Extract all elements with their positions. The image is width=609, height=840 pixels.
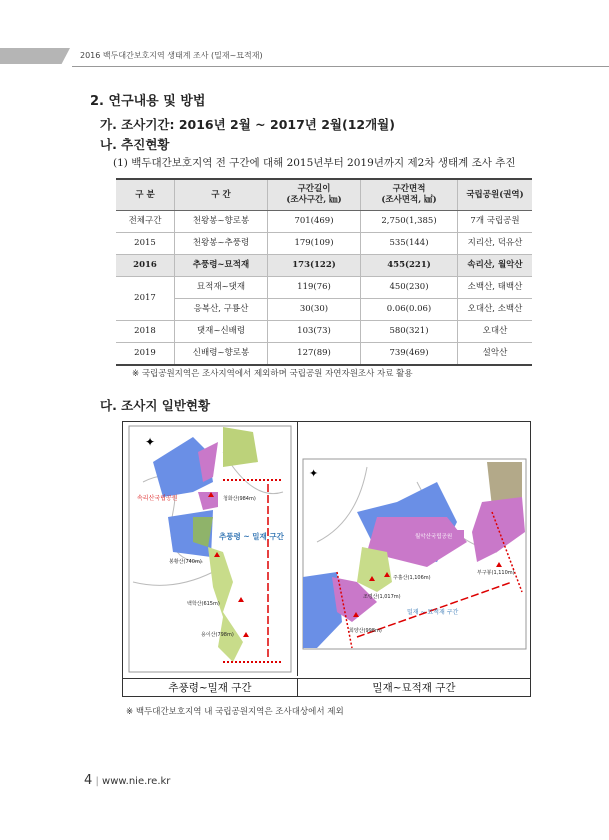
table-cell: 701(469) — [268, 211, 361, 233]
right-map — [297, 422, 530, 676]
table-cell: 2015 — [116, 233, 175, 255]
table-cell: 오대산 — [458, 321, 533, 343]
page-footer — [84, 773, 170, 789]
header-rule — [72, 66, 609, 67]
table-cell: 설악산 — [458, 343, 533, 366]
table-cell: 오대산, 소백산 — [458, 299, 533, 321]
table-row — [116, 211, 532, 233]
table-cell: 30(30) — [268, 299, 361, 321]
park-label: 속리산국립공원 — [137, 495, 178, 502]
peak-label: 용이산(798m) — [201, 632, 234, 638]
table-cell: 신배령~향로봉 — [175, 343, 268, 366]
table-cell: 천왕봉~향로봉 — [175, 211, 268, 233]
table-cell: 450(230) — [361, 277, 458, 299]
peak-label: 백학산(615m) — [187, 601, 220, 607]
site-link[interactable]: www.nie.re.kr — [102, 776, 171, 787]
right-map-caption: 밀재~묘적재 구간 — [298, 678, 530, 697]
peak-label: 부구봉(1,110m) — [477, 570, 515, 576]
peak-label: 봉황산(740m) — [169, 559, 202, 565]
section-title: 2. 연구내용 및 방법 — [90, 94, 206, 109]
table-note: ※ 국립공원지역은 조사지역에서 제외하며 국립공원 자연자원조사 자료 활용 — [132, 369, 413, 379]
footer-divider: | — [95, 776, 99, 787]
progress-item: (1) 백두대간보호지역 전 구간에 대해 2015년부터 2019년까지 제2차 생태계 조사 추진 — [113, 157, 516, 169]
table-cell: 지리산, 덕유산 — [458, 233, 533, 255]
right-map-graphic — [297, 422, 530, 676]
table-cell: 전체구간 — [116, 211, 175, 233]
header-tab-decoration — [0, 48, 70, 64]
table-cell: 2,750(1,385) — [361, 211, 458, 233]
table-cell: 7개 국립공원 — [458, 211, 533, 233]
table-cell: 173(122) — [268, 255, 361, 277]
left-map-graphic — [123, 422, 297, 676]
table-cell: 2019 — [116, 343, 175, 366]
compass-icon: ✦ — [309, 467, 319, 480]
peak-label: 조령산(1,017m) — [363, 594, 401, 600]
col-header: 구간길이 (조사구간, ㎞) — [268, 179, 361, 211]
table-cell: 179(109) — [268, 233, 361, 255]
table-cell: 455(221) — [361, 255, 458, 277]
table-cell: 119(76) — [268, 277, 361, 299]
table-cell: 2017 — [116, 277, 175, 321]
col-header: 구 분 — [116, 179, 175, 211]
table-row — [116, 255, 532, 277]
table-row — [116, 299, 532, 321]
running-title: 2016 백두대간보호지역 생태계 조사 (밀재~묘적재) — [80, 51, 263, 60]
table-cell: 추풍령~묘적재 — [175, 255, 268, 277]
col-header: 구간면적 (조사면적, ㎢) — [361, 179, 458, 211]
section-label: 밀재 ~ 묘적재 구간 — [407, 609, 459, 616]
survey-table — [116, 178, 532, 366]
left-map — [123, 422, 298, 676]
table-cell: 580(321) — [361, 321, 458, 343]
table-cell: 소백산, 태백산 — [458, 277, 533, 299]
park-label: 월악산국립공원 — [415, 534, 453, 540]
compass-icon: ✦ — [145, 435, 156, 449]
table-row — [116, 343, 532, 366]
table-cell: 2016 — [116, 255, 175, 277]
map-figure — [122, 421, 531, 697]
section-label: 추풍령 ~ 밀재 구간 — [219, 532, 284, 541]
table-cell: 천왕봉~추풍령 — [175, 233, 268, 255]
table-row — [116, 277, 532, 299]
table-cell: 2018 — [116, 321, 175, 343]
site-heading: 다. 조사지 일반현황 — [100, 398, 211, 413]
table-row — [116, 233, 532, 255]
peak-label: 청화산(984m) — [223, 496, 256, 502]
table-cell: 103(73) — [268, 321, 361, 343]
progress-heading: 나. 추진현황 — [100, 137, 170, 152]
col-header: 구 간 — [175, 179, 268, 211]
period-heading: 가. 조사기간: 2016년 2월 ~ 2017년 2월(12개월) — [100, 117, 395, 132]
peak-label: 주흘산(1,106m) — [393, 575, 431, 581]
col-header: 국립공원(권역) — [458, 179, 533, 211]
table-cell: 739(469) — [361, 343, 458, 366]
running-header — [0, 46, 609, 68]
table-row — [116, 321, 532, 343]
table-cell: 응복산, 구룡산 — [175, 299, 268, 321]
table-cell: 127(89) — [268, 343, 361, 366]
table-cell: 속리산, 월악산 — [458, 255, 533, 277]
table-cell: 535(144) — [361, 233, 458, 255]
table-cell: 묘적재~댓재 — [175, 277, 268, 299]
left-map-caption: 추풍령~밀재 구간 — [123, 678, 298, 697]
table-cell: 0.06(0.06) — [361, 299, 458, 321]
page-number: 4 — [84, 773, 93, 788]
table-cell: 댓재~신배령 — [175, 321, 268, 343]
map-note: ※ 백두대간보호지역 내 국립공원지역은 조사대상에서 제외 — [126, 707, 344, 717]
peak-label: 희양산(998m) — [349, 628, 382, 634]
